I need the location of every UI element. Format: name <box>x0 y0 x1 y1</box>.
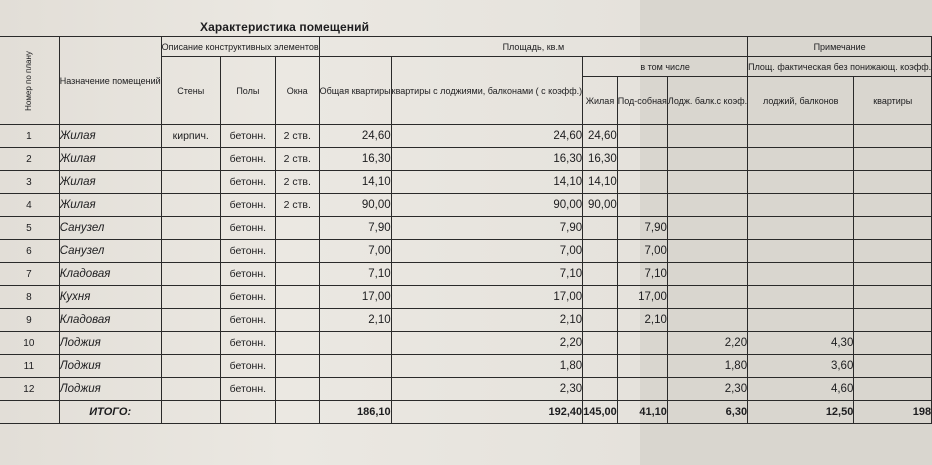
walls-cell <box>161 240 220 263</box>
room-number: 8 <box>0 286 59 309</box>
header-loggia: Лодж. балк.с коэф. <box>667 77 747 125</box>
living-area-cell <box>583 263 618 286</box>
loggia-area-cell <box>667 286 747 309</box>
area-with-cell: 2,20 <box>391 332 583 355</box>
total-area-cell: 7,00 <box>319 240 391 263</box>
living-area-cell: 16,30 <box>583 148 618 171</box>
fact-loggias-cell <box>748 148 854 171</box>
aux-area-cell: 7,90 <box>617 217 667 240</box>
fact-loggias-cell <box>748 125 854 148</box>
aux-area-cell <box>617 378 667 401</box>
totals-total: 186,10 <box>319 401 391 424</box>
area-with-cell: 2,30 <box>391 378 583 401</box>
floor-cell: бетонн. <box>220 194 275 217</box>
aux-area-cell <box>617 332 667 355</box>
document-title: Характеристика помещений <box>200 20 370 34</box>
area-with-cell: 1,80 <box>391 355 583 378</box>
windows-cell: 2 ств. <box>275 148 319 171</box>
loggia-area-cell <box>667 171 747 194</box>
fact-loggias-cell <box>748 263 854 286</box>
area-with-cell: 17,00 <box>391 286 583 309</box>
room-number: 4 <box>0 194 59 217</box>
table-row <box>0 217 932 240</box>
loggia-area-cell <box>667 263 747 286</box>
living-area-cell <box>583 355 618 378</box>
fact-loggias-cell: 3,60 <box>748 355 854 378</box>
area-with-cell: 7,90 <box>391 217 583 240</box>
room-number: 1 <box>0 125 59 148</box>
totals-loggia: 6,30 <box>667 401 747 424</box>
totals-row <box>0 401 932 424</box>
header-aux: Под-собная <box>617 77 667 125</box>
total-area-cell: 24,60 <box>319 125 391 148</box>
floor-cell: бетонн. <box>220 171 275 194</box>
aux-area-cell: 7,00 <box>617 240 667 263</box>
fact-flats-cell <box>854 355 932 378</box>
loggia-area-cell <box>667 125 747 148</box>
table-row <box>0 171 932 194</box>
header-area: Площадь, кв.м <box>319 37 747 57</box>
living-area-cell <box>583 286 618 309</box>
loggia-area-cell <box>667 240 747 263</box>
loggia-area-cell <box>667 309 747 332</box>
fact-flats-cell <box>854 194 932 217</box>
fact-flats-cell <box>854 309 932 332</box>
fact-loggias-cell <box>748 171 854 194</box>
walls-cell <box>161 355 220 378</box>
area-with-cell: 7,00 <box>391 240 583 263</box>
aux-area-cell: 7,10 <box>617 263 667 286</box>
total-area-cell: 2,10 <box>319 309 391 332</box>
header-total-area: Общая квартиры <box>319 57 391 125</box>
room-name: Жилая <box>59 171 161 194</box>
fact-loggias-cell <box>748 286 854 309</box>
room-name: Кухня <box>59 286 161 309</box>
area-with-cell: 14,10 <box>391 171 583 194</box>
loggia-area-cell <box>667 148 747 171</box>
aux-area-cell: 2,10 <box>617 309 667 332</box>
windows-cell <box>275 332 319 355</box>
walls-cell <box>161 171 220 194</box>
aux-area-cell <box>617 355 667 378</box>
room-name: Санузел <box>59 240 161 263</box>
fact-flats-cell <box>854 240 932 263</box>
living-area-cell <box>583 217 618 240</box>
rooms-table <box>0 36 932 424</box>
floor-cell: бетонн. <box>220 332 275 355</box>
room-name: Жилая <box>59 194 161 217</box>
room-name: Лоджия <box>59 378 161 401</box>
totals-with: 192,40 <box>391 401 583 424</box>
fact-loggias-cell <box>748 240 854 263</box>
totals-fact-loggias: 12,50 <box>748 401 854 424</box>
total-area-cell <box>319 378 391 401</box>
header-area-with: квартиры с лоджиями, балконами ( с коэфф.) <box>391 57 583 125</box>
header-floors: Полы <box>220 57 275 125</box>
room-number: 5 <box>0 217 59 240</box>
room-name: Санузел <box>59 217 161 240</box>
walls-cell <box>161 194 220 217</box>
living-area-cell: 90,00 <box>583 194 618 217</box>
floor-cell: бетонн. <box>220 355 275 378</box>
area-with-cell: 90,00 <box>391 194 583 217</box>
header-windows: Окна <box>275 57 319 125</box>
living-area-cell <box>583 378 618 401</box>
windows-cell <box>275 378 319 401</box>
windows-cell <box>275 355 319 378</box>
room-number: 2 <box>0 148 59 171</box>
windows-cell <box>275 309 319 332</box>
total-area-cell: 7,90 <box>319 217 391 240</box>
totals-label: ИТОГО: <box>59 401 161 424</box>
room-name: Лоджия <box>59 332 161 355</box>
table-row <box>0 332 932 355</box>
room-name: Кладовая <box>59 309 161 332</box>
header-living: Жилая <box>583 77 618 125</box>
living-area-cell <box>583 309 618 332</box>
room-number: 9 <box>0 309 59 332</box>
fact-loggias-cell: 4,30 <box>748 332 854 355</box>
walls-cell <box>161 148 220 171</box>
room-name: Жилая <box>59 125 161 148</box>
floor-cell: бетонн. <box>220 240 275 263</box>
total-area-cell: 90,00 <box>319 194 391 217</box>
floor-cell: бетонн. <box>220 148 275 171</box>
fact-flats-cell <box>854 263 932 286</box>
area-with-cell: 24,60 <box>391 125 583 148</box>
header-including: в том числе <box>583 57 748 77</box>
table-row <box>0 194 932 217</box>
table-row <box>0 148 932 171</box>
windows-cell <box>275 217 319 240</box>
windows-cell <box>275 263 319 286</box>
header-loggias-balconies: лоджий, балконов <box>748 77 854 125</box>
header-flats: квартиры <box>854 77 932 125</box>
windows-cell: 2 ств. <box>275 171 319 194</box>
aux-area-cell <box>617 171 667 194</box>
header-walls: Стены <box>161 57 220 125</box>
aux-area-cell <box>617 194 667 217</box>
room-number: 12 <box>0 378 59 401</box>
fact-flats-cell <box>854 171 932 194</box>
header-note-sub: Площ. фактическая без понижающ. коэфф. <box>748 57 932 77</box>
room-name: Жилая <box>59 148 161 171</box>
windows-cell: 2 ств. <box>275 125 319 148</box>
living-area-cell: 24,60 <box>583 125 618 148</box>
walls-cell <box>161 378 220 401</box>
totals-aux: 41,10 <box>617 401 667 424</box>
floor-cell: бетонн. <box>220 263 275 286</box>
fact-flats-cell <box>854 125 932 148</box>
aux-area-cell: 17,00 <box>617 286 667 309</box>
walls-cell <box>161 286 220 309</box>
loggia-area-cell <box>667 194 747 217</box>
fact-flats-cell <box>854 286 932 309</box>
table-row <box>0 286 932 309</box>
fact-loggias-cell <box>748 309 854 332</box>
fact-loggias-cell: 4,60 <box>748 378 854 401</box>
header-construct: Описание конструктивных элементов <box>161 37 319 57</box>
living-area-cell <box>583 240 618 263</box>
table-row <box>0 263 932 286</box>
table-row <box>0 378 932 401</box>
floor-cell: бетонн. <box>220 286 275 309</box>
table-row <box>0 125 932 148</box>
room-name: Кладовая <box>59 263 161 286</box>
living-area-cell: 14,10 <box>583 171 618 194</box>
aux-area-cell <box>617 125 667 148</box>
total-area-cell <box>319 332 391 355</box>
floor-cell: бетонн. <box>220 217 275 240</box>
floor-cell: бетонн. <box>220 378 275 401</box>
total-area-cell: 7,10 <box>319 263 391 286</box>
loggia-area-cell: 1,80 <box>667 355 747 378</box>
total-area-cell: 17,00 <box>319 286 391 309</box>
area-with-cell: 2,10 <box>391 309 583 332</box>
walls-cell <box>161 309 220 332</box>
room-number: 10 <box>0 332 59 355</box>
fact-flats-cell <box>854 378 932 401</box>
table-row <box>0 309 932 332</box>
room-number: 6 <box>0 240 59 263</box>
room-name: Лоджия <box>59 355 161 378</box>
fact-flats-cell <box>854 148 932 171</box>
walls-cell: кирпич. <box>161 125 220 148</box>
windows-cell: 2 ств. <box>275 194 319 217</box>
header-purpose: Назначение помещений <box>59 37 161 125</box>
windows-cell <box>275 286 319 309</box>
walls-cell <box>161 332 220 355</box>
area-with-cell: 16,30 <box>391 148 583 171</box>
fact-flats-cell <box>854 217 932 240</box>
room-number: 3 <box>0 171 59 194</box>
total-area-cell: 16,30 <box>319 148 391 171</box>
floor-cell: бетонн. <box>220 309 275 332</box>
fact-loggias-cell <box>748 194 854 217</box>
totals-living: 145,00 <box>583 401 618 424</box>
table-row <box>0 240 932 263</box>
living-area-cell <box>583 332 618 355</box>
total-area-cell <box>319 355 391 378</box>
header-note: Примечание <box>748 37 932 57</box>
fact-loggias-cell <box>748 217 854 240</box>
aux-area-cell <box>617 148 667 171</box>
totals-fact-flats: 198 <box>854 401 932 424</box>
loggia-area-cell: 2,30 <box>667 378 747 401</box>
loggia-area-cell: 2,20 <box>667 332 747 355</box>
room-number: 7 <box>0 263 59 286</box>
walls-cell <box>161 217 220 240</box>
header-no: Номер по плану <box>0 37 59 125</box>
total-area-cell: 14,10 <box>319 171 391 194</box>
area-with-cell: 7,10 <box>391 263 583 286</box>
table-row <box>0 355 932 378</box>
windows-cell <box>275 240 319 263</box>
fact-flats-cell <box>854 332 932 355</box>
floor-cell: бетонн. <box>220 125 275 148</box>
walls-cell <box>161 263 220 286</box>
room-number: 11 <box>0 355 59 378</box>
loggia-area-cell <box>667 217 747 240</box>
